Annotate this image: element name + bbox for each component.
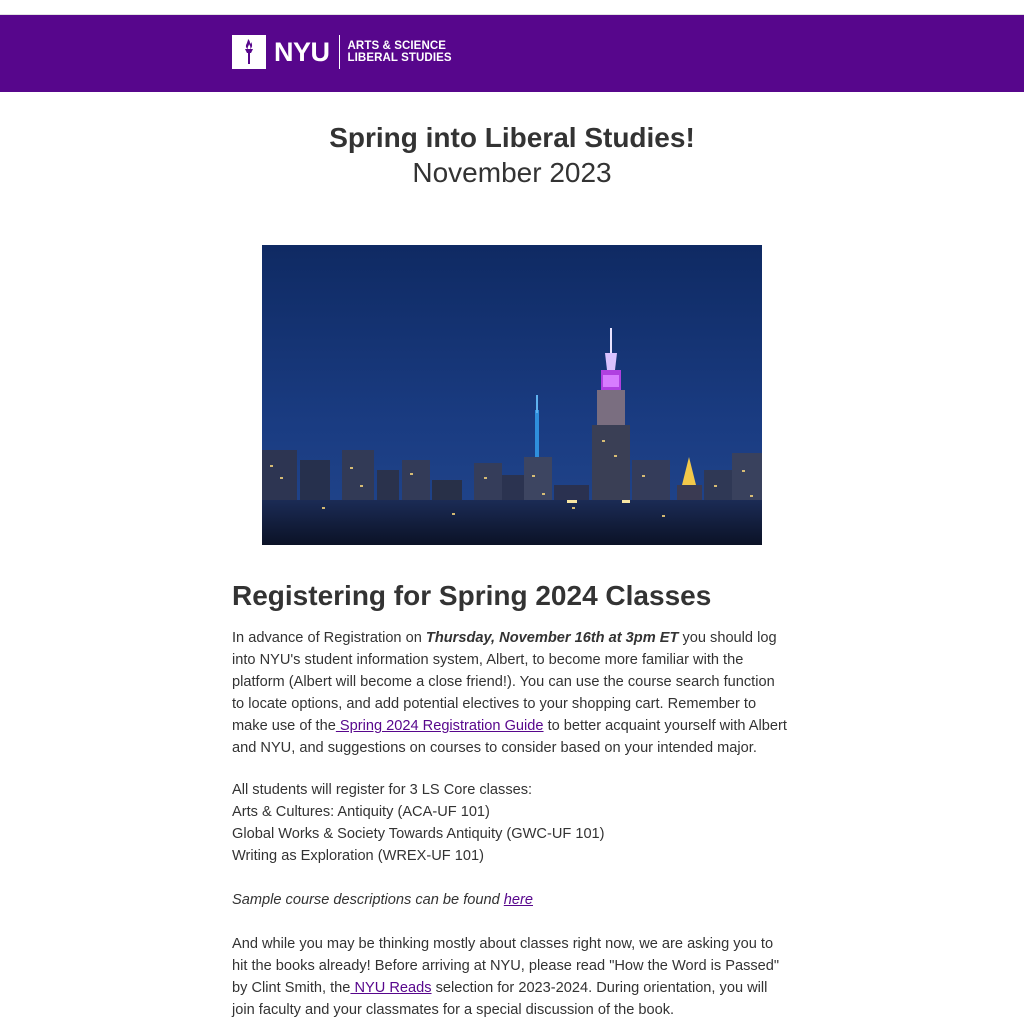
- registration-date: Thursday, November 16th at 3pm ET: [425, 630, 679, 646]
- logo-line-1: ARTS & SCIENCE: [347, 40, 447, 52]
- nyu-reads-link[interactable]: NYU Reads: [350, 980, 432, 996]
- main-content: [232, 577, 787, 1021]
- sample-here-link[interactable]: here: [503, 892, 533, 908]
- registration-body: you should log into NYU's student information system, Albert, to become more familiar with the platform (Albert will become a close friend!). You can use the course search function to locate options, and add potential electives to your shopping cart. Remember to make use of the: [232, 630, 777, 734]
- nyu-reads-paragraph: [232, 933, 787, 1021]
- logo-divider: [339, 35, 340, 69]
- registration-intro: In advance of Registration on: [232, 630, 426, 646]
- registration-after: to better acquaint yourself with Albert and NYU, and suggestions on courses to consider based on your intended major.: [232, 718, 787, 756]
- logo-department: [348, 40, 452, 64]
- nyu-logo[interactable]: [232, 35, 452, 69]
- core-course-3: Writing as Exploration (WREX-UF 101): [232, 848, 484, 864]
- core-course-1: Arts & Cultures: Antiquity (ACA-UF 101): [232, 804, 490, 820]
- registration-guide-link[interactable]: Spring 2024 Registration Guide: [335, 718, 544, 734]
- nyu-torch-icon: [232, 35, 266, 69]
- top-border: [0, 0, 1024, 15]
- section-heading: Registering for Spring 2024 Classes: [232, 580, 712, 611]
- header-banner: [0, 15, 1024, 92]
- core-intro: All students will register for 3 LS Core classes:: [232, 782, 533, 798]
- logo-line-2: LIBERAL STUDIES: [347, 52, 452, 64]
- nyu-wordmark: NYU: [274, 37, 330, 67]
- page-subtitle: November 2023: [412, 157, 612, 188]
- nyc-skyline-photo: [262, 245, 762, 545]
- nyu-reads-after: selection for 2023-2024. During orientation, you will join faculty and your classmates for a special discussion of the book.: [232, 980, 768, 1018]
- page-title: Spring into Liberal Studies!: [329, 122, 695, 153]
- nyu-reads-intro: And while you may be thinking mostly about classes right now, we are asking you to hit the books already! Before arriving at NYU, please read "How the Word is Passed" by Clint Smith, the: [232, 936, 780, 996]
- sample-descriptions: [232, 889, 787, 911]
- core-course-2: Global Works & Society Towards Antiquity (GWC-UF 101): [232, 826, 605, 842]
- core-classes-block: [232, 779, 787, 867]
- sample-text: Sample course descriptions can be found: [232, 892, 504, 908]
- newsletter-title-block: [0, 121, 1024, 191]
- registration-paragraph: [232, 627, 787, 759]
